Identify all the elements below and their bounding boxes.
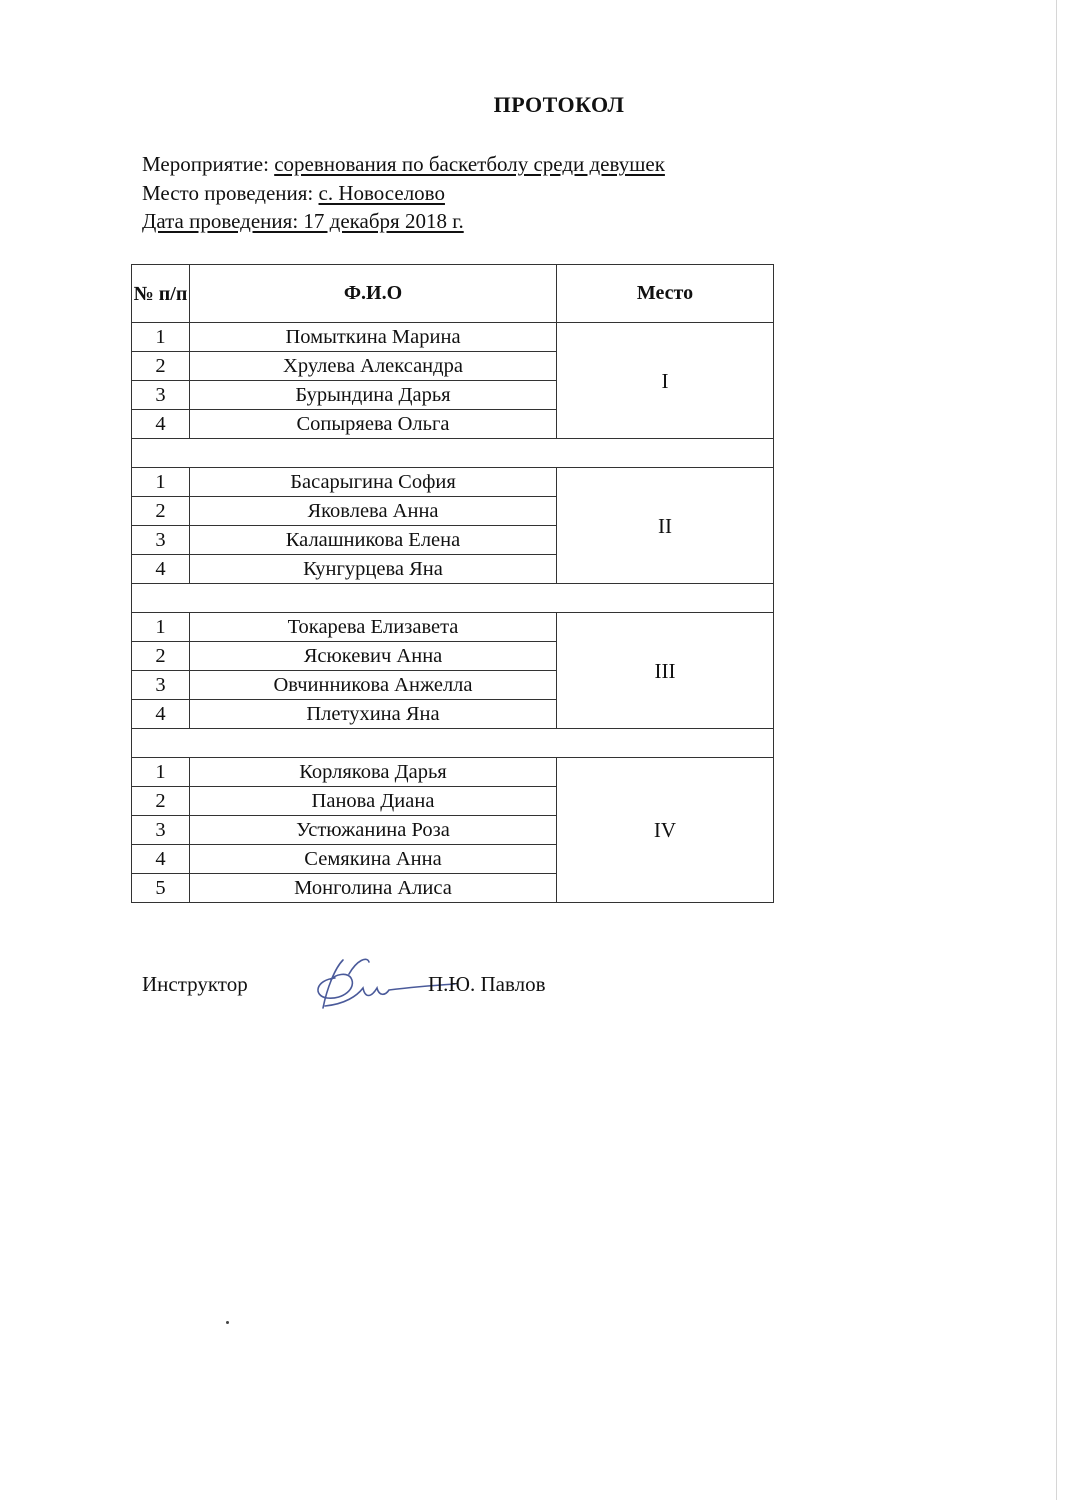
row-num: 4 <box>132 700 190 729</box>
table-row <box>132 613 774 642</box>
header-place: Место <box>557 265 774 323</box>
row-name: Плетухина Яна <box>190 700 557 729</box>
document-title: ПРОТОКОЛ <box>493 92 625 117</box>
row-num: 1 <box>132 468 190 497</box>
page-edge <box>1056 0 1057 1500</box>
header-row <box>132 265 774 323</box>
row-num: 3 <box>132 381 190 410</box>
row-num: 3 <box>132 816 190 845</box>
table-body <box>132 323 774 903</box>
row-name: Ясюкевич Анна <box>190 642 557 671</box>
group-spacer-row <box>132 439 774 468</box>
event-label: Мероприятие: <box>142 152 275 176</box>
results-table <box>131 264 774 903</box>
row-name: Токарева Елизавета <box>190 613 557 642</box>
row-num: 3 <box>132 526 190 555</box>
row-num: 3 <box>132 671 190 700</box>
row-num: 1 <box>132 613 190 642</box>
header-num: № п/п <box>132 265 190 323</box>
event-value: соревнования по баскетболу среди девушек <box>274 152 665 176</box>
table-row <box>132 323 774 352</box>
row-name: Панова Диана <box>190 787 557 816</box>
event-line <box>142 150 665 179</box>
row-num: 4 <box>132 845 190 874</box>
row-num: 4 <box>132 410 190 439</box>
venue-label: Место проведения: <box>142 180 319 205</box>
instructor-label: Инструктор <box>142 972 248 996</box>
group-place: II <box>557 468 774 584</box>
group-place: IV <box>557 758 774 903</box>
row-name: Хрулева Александра <box>190 352 557 381</box>
spacer-cell <box>132 729 774 758</box>
row-name: Калашникова Елена <box>190 526 557 555</box>
row-num: 2 <box>132 352 190 381</box>
spacer-cell <box>132 584 774 613</box>
row-name: Помыткина Марина <box>190 323 557 352</box>
row-num: 4 <box>132 555 190 584</box>
row-name: Монголина Алиса <box>190 874 557 903</box>
scan-speck <box>226 1321 229 1324</box>
group-spacer-row <box>132 729 774 758</box>
row-name: Бурындина Дарья <box>190 381 557 410</box>
row-name: Овчинникова Анжелла <box>190 671 557 700</box>
date-text: Дата проведения: 17 декабря 2018 г. <box>142 209 464 233</box>
row-num: 1 <box>132 758 190 787</box>
group-spacer-row <box>132 584 774 613</box>
row-name: Сопыряева Ольга <box>190 410 557 439</box>
row-num: 2 <box>132 787 190 816</box>
group-place: I <box>557 323 774 439</box>
row-name: Яковлева Анна <box>190 497 557 526</box>
header-name: Ф.И.О <box>190 265 557 323</box>
venue-line <box>142 179 665 208</box>
row-num: 2 <box>132 642 190 671</box>
row-num: 2 <box>132 497 190 526</box>
row-name: Басарыгина София <box>190 468 557 497</box>
row-name: Корлякова Дарья <box>190 758 557 787</box>
table-row <box>132 758 774 787</box>
group-place: III <box>557 613 774 729</box>
row-num: 1 <box>132 323 190 352</box>
table-row <box>132 468 774 497</box>
row-num: 5 <box>132 874 190 903</box>
spacer-cell <box>132 439 774 468</box>
instructor-name: П.Ю. Павлов <box>428 972 546 996</box>
date-line <box>142 207 665 236</box>
venue-value: с. Новоселово <box>318 180 445 205</box>
row-name: Устюжанина Роза <box>190 816 557 845</box>
info-block <box>142 150 665 236</box>
row-name: Семякина Анна <box>190 845 557 874</box>
row-name: Кунгурцева Яна <box>190 555 557 584</box>
